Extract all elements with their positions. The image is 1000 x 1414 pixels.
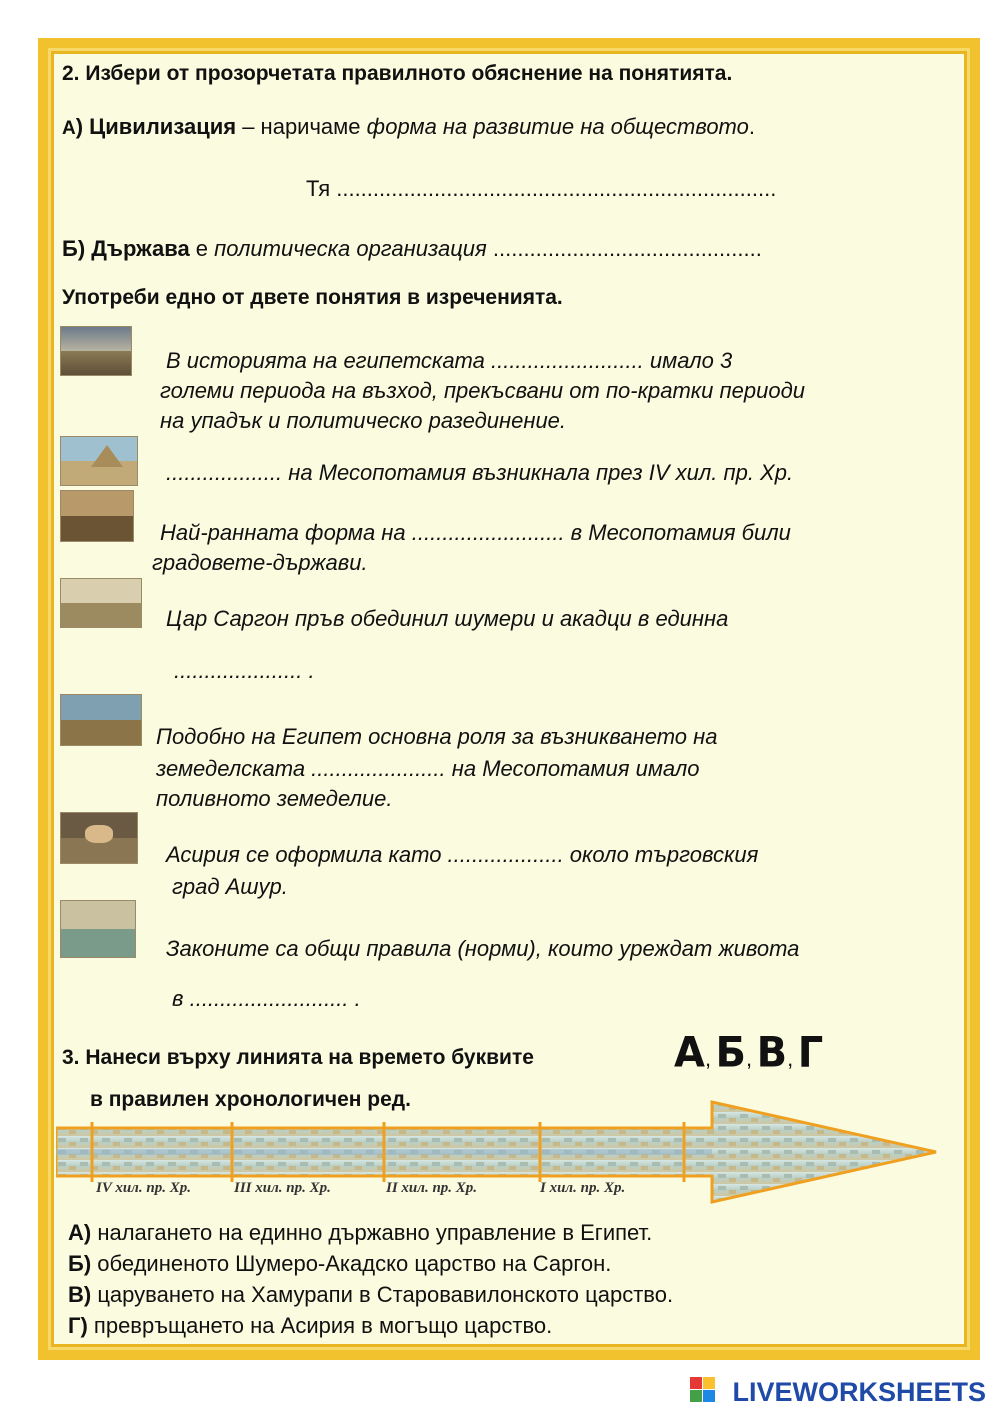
sentence-6-line-2: град Ашур. bbox=[172, 874, 288, 899]
sentence-1-line-1[interactable]: В историята на египетската ......................... имало 3 bbox=[166, 348, 733, 373]
sentence-7-line-1: Законите са общи правила (норми), които уреждат живота bbox=[166, 936, 800, 961]
sentence-2[interactable]: ................... на Месопотамия възникнала през IV хил. пр. Хр. bbox=[166, 460, 794, 485]
option-a-letter: А) bbox=[68, 1220, 92, 1245]
definition-b-text: е bbox=[189, 236, 215, 261]
option-a-text: налагането на единно държавно управление в Египет. bbox=[91, 1220, 653, 1245]
comma-3: , bbox=[787, 1046, 794, 1071]
use-concepts-title: Употреби едно от двете понятия в изреченията. bbox=[62, 286, 563, 309]
egypt-landscape-image bbox=[60, 326, 132, 376]
definition-a bbox=[62, 114, 755, 140]
option-g bbox=[68, 1310, 673, 1341]
comma-2: , bbox=[746, 1046, 753, 1071]
definition-a-text: – наричаме bbox=[236, 114, 367, 139]
liveworksheets-brand[interactable]: LIVEWORKSHEETS bbox=[732, 1377, 986, 1407]
letter-g: Г bbox=[797, 1028, 824, 1078]
babylon-city-image bbox=[60, 900, 136, 958]
definition-a-italic: форма на развитие на обществото bbox=[366, 114, 749, 139]
option-g-text: превръщането на Асирия в могъщо царство. bbox=[87, 1313, 553, 1338]
timeline-label-1st-millennium: I хил. пр. Хр. bbox=[540, 1180, 626, 1196]
sentence-1-line-3: на упадък и политическо разединение. bbox=[160, 408, 567, 433]
option-v-letter: В) bbox=[68, 1282, 92, 1307]
definition-a-answer-line[interactable]: Тя ........................................................................ bbox=[306, 176, 777, 201]
definition-b bbox=[62, 236, 762, 262]
liveworksheets-logo-icon bbox=[690, 1377, 716, 1403]
sentence-4-line-1: Цар Саргон пръв обединил шумери и акадци в единна bbox=[166, 606, 729, 631]
sentence-3-line-2: градовете-държави. bbox=[152, 550, 368, 575]
option-b-text: обединеното Шумеро-Акадско царство на Саргон. bbox=[91, 1251, 612, 1276]
option-a bbox=[68, 1217, 673, 1248]
definition-b-italic: политическа организация bbox=[214, 236, 487, 261]
timeline-label-4th-millennium: IV хил. пр. Хр. bbox=[96, 1180, 191, 1196]
option-b bbox=[68, 1248, 673, 1279]
sentence-4-line-2[interactable]: ..................... . bbox=[174, 658, 315, 683]
option-v bbox=[68, 1279, 673, 1310]
map-image bbox=[60, 812, 138, 864]
task3-subtitle: в правилен хронологичен ред. bbox=[90, 1088, 411, 1111]
timeline-label-2nd-millennium: II хил. пр. Хр. bbox=[386, 1180, 478, 1196]
sentence-6-line-1[interactable]: Асирия се оформила като ................... около търговския bbox=[166, 842, 759, 867]
sentence-7-line-2[interactable]: в .......................... . bbox=[172, 986, 361, 1011]
comma-1: , bbox=[704, 1046, 712, 1071]
definition-a-prefix: А bbox=[62, 118, 76, 139]
timeline-label-3rd-millennium: III хил. пр. Хр. bbox=[234, 1180, 331, 1196]
option-b-letter: Б) bbox=[68, 1251, 92, 1276]
letter-a: А bbox=[674, 1028, 705, 1078]
sentence-3-line-1[interactable]: Най-ранната форма на ......................... в Месопотамия били bbox=[160, 520, 791, 545]
task3-title bbox=[62, 1046, 534, 1070]
task3-title-text: 3. Нанеси върху линията на времето буквите bbox=[62, 1046, 534, 1069]
sentence-5-line-2[interactable]: земеделската ...................... на Месопотамия имало bbox=[156, 756, 700, 781]
letter-v: В bbox=[756, 1028, 788, 1078]
definition-a-end: . bbox=[748, 114, 755, 139]
sentence-1-line-2: големи периода на възход, прекъсвани от по-кратки периоди bbox=[160, 378, 805, 403]
ancient-city-image bbox=[60, 578, 142, 628]
letter-b: Б bbox=[715, 1028, 747, 1078]
definition-b-term: Б) Държава bbox=[62, 236, 190, 261]
task2-title: 2. Избери от прозорчетата правилното обяснение на понятията. bbox=[62, 62, 733, 85]
definition-a-term: ) Цивилизация bbox=[75, 114, 237, 139]
hanging-gardens-image bbox=[60, 694, 142, 746]
option-g-letter: Г) bbox=[68, 1313, 88, 1338]
pyramids-image bbox=[60, 436, 138, 486]
sentence-5-line-1: Подобно на Египет основна роля за възникването на bbox=[156, 724, 718, 749]
answer-options bbox=[68, 1217, 673, 1341]
sentence-5-line-3: поливното земеделие. bbox=[156, 786, 393, 811]
ruins-image bbox=[60, 490, 134, 542]
definition-b-answer-line[interactable]: ............................................ bbox=[486, 236, 762, 261]
option-v-text: царуването на Хамурапи в Старовавилонското царство. bbox=[91, 1282, 674, 1307]
letter-group bbox=[674, 1030, 823, 1076]
